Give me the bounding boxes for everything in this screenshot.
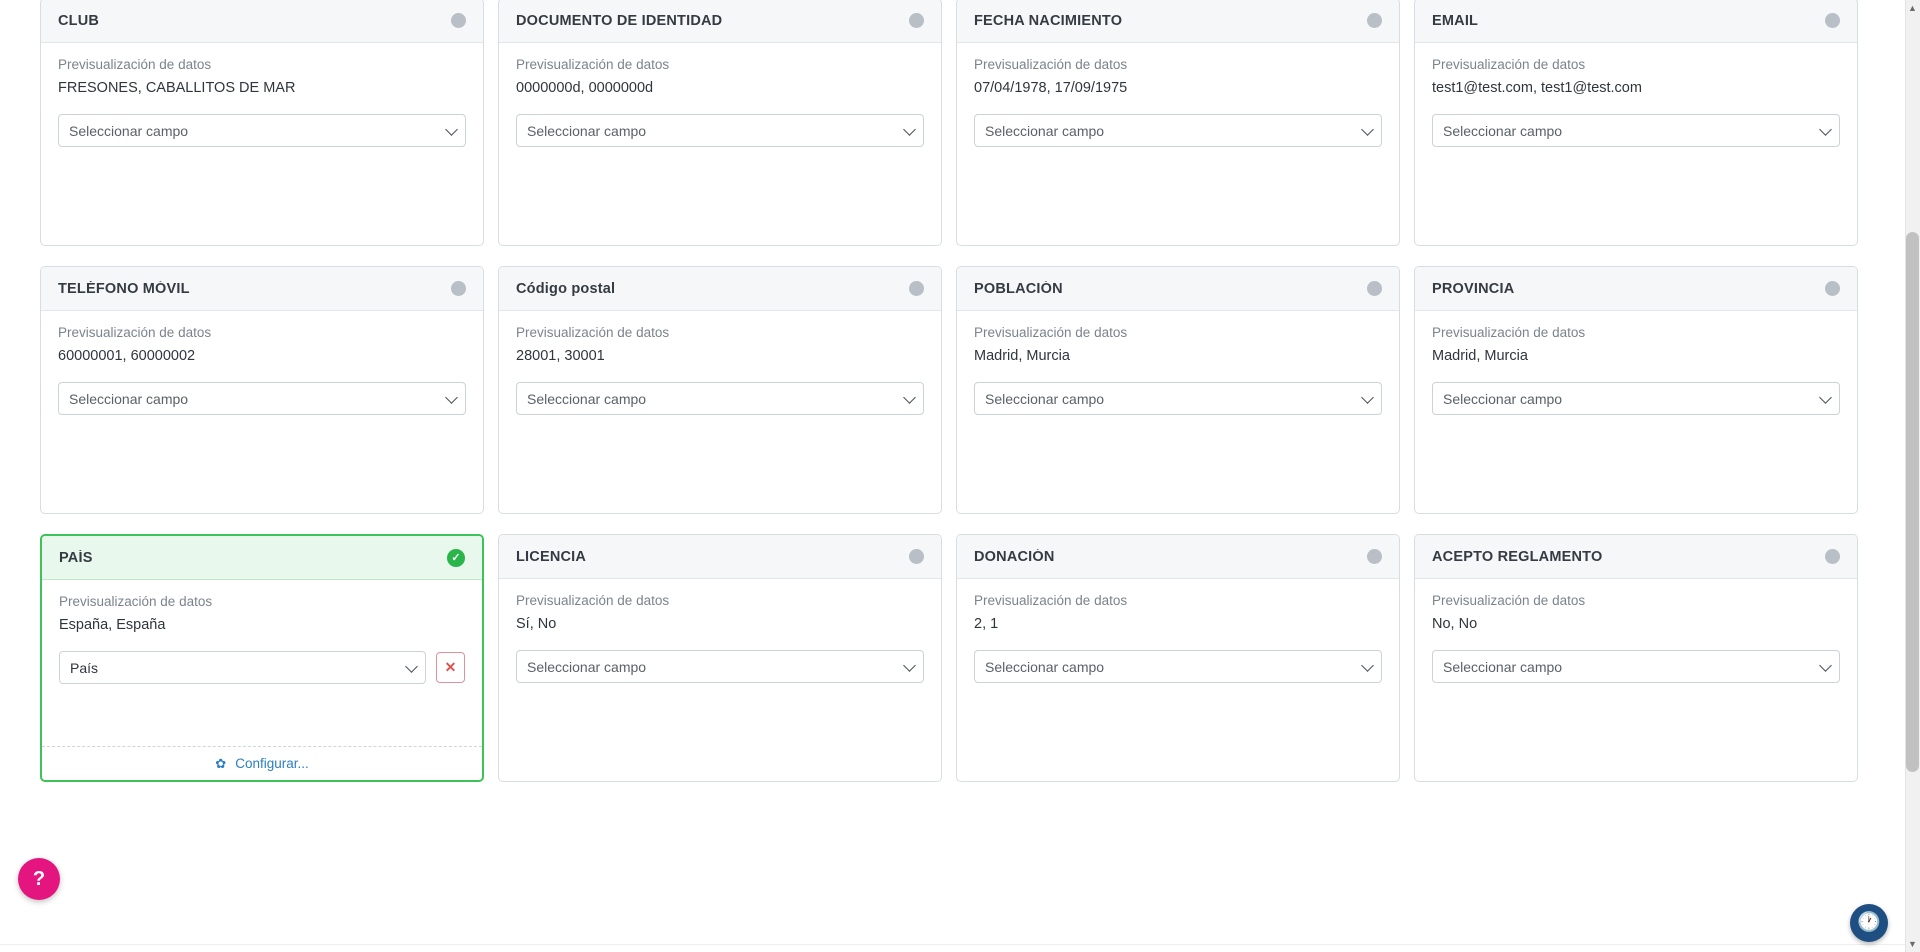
field-select[interactable] [58,382,466,415]
select-row [974,382,1382,415]
card-body [499,579,941,781]
chevron-down-icon [1819,659,1832,672]
card-header [499,0,941,43]
card-title: DOCUMENTO DE IDENTIDAD [516,12,723,29]
field-card-licencia[interactable] [498,534,942,782]
preview-label: Previsualización de datos [1432,57,1586,72]
card-header [1415,535,1857,579]
page-bottom-edge [0,944,1905,952]
field-select-value: Seleccionar campo [69,390,189,407]
select-row [516,114,924,147]
card-title: LICENCIA [516,548,587,565]
field-select[interactable] [516,382,924,415]
field-select-value: Seleccionar campo [527,658,647,675]
field-select[interactable] [1432,114,1840,147]
card-body [499,311,941,513]
preview-label: Previsualización de datos [974,325,1128,340]
field-select[interactable] [58,114,466,147]
preview-label: Previsualización de datos [516,593,670,608]
chevron-down-icon [1819,123,1832,136]
scroll-up-icon[interactable]: ▲ [1908,3,1917,13]
card-body [499,43,941,245]
card-body [957,311,1399,513]
card-body [42,580,482,746]
chevron-down-icon [903,123,916,136]
select-row [58,382,466,415]
field-card-poblacion[interactable] [956,266,1400,514]
card-title: PROVINCIA [1432,280,1515,297]
field-select[interactable] [59,651,426,684]
preview-label: Previsualización de datos [974,593,1128,608]
field-select-value: Seleccionar campo [985,390,1105,407]
preview-value: No, No [1432,616,1478,632]
field-select-value: Seleccionar campo [985,658,1105,675]
clear-selection-button[interactable]: ✕ [436,652,465,683]
status-dot-icon [1825,549,1840,564]
status-dot-icon [451,281,466,296]
field-card-pais[interactable] [40,534,484,782]
clock-icon[interactable]: 🕐 [1850,904,1888,942]
card-title: POBLACIÓN [974,280,1063,297]
field-select-value: Seleccionar campo [1443,390,1563,407]
chevron-down-icon [903,659,916,672]
card-header [499,535,941,579]
field-select[interactable] [974,382,1382,415]
field-cards-grid [40,0,1870,802]
select-row [58,114,466,147]
status-dot-icon [909,549,924,564]
select-row [1432,114,1840,147]
status-dot-icon [451,13,466,28]
preview-label: Previsualización de datos [974,57,1128,72]
field-card-club[interactable] [40,0,484,246]
preview-value: 2, 1 [974,616,999,632]
chevron-down-icon [1361,659,1374,672]
preview-value: FRESONES, CABALLITOS DE MAR [58,80,296,96]
card-body [41,43,483,245]
preview-value: test1@test.com, test1@test.com [1432,80,1642,96]
status-dot-icon [909,281,924,296]
field-card-codigo-postal[interactable] [498,266,942,514]
card-body [1415,311,1857,513]
field-card-provincia[interactable] [1414,266,1858,514]
field-card-acepto-reglamento[interactable] [1414,534,1858,782]
card-header [957,267,1399,311]
preview-value: 28001, 30001 [516,348,605,364]
configure-button[interactable] [42,746,482,780]
field-select[interactable] [974,114,1382,147]
preview-value: 07/04/1978, 17/09/1975 [974,80,1128,96]
status-dot-icon [909,13,924,28]
status-dot-icon [1367,13,1382,28]
select-row [516,650,924,683]
card-header [41,267,483,311]
card-title: EMAIL [1432,12,1479,29]
preview-value: Madrid, Murcia [974,348,1070,364]
card-body [957,43,1399,245]
field-card-donacion[interactable] [956,534,1400,782]
field-select[interactable] [516,114,924,147]
field-select-value: Seleccionar campo [1443,122,1563,139]
field-select[interactable] [974,650,1382,683]
field-select[interactable] [1432,650,1840,683]
card-title: PAÍS [59,549,93,566]
card-header [42,536,482,580]
card-header [957,535,1399,579]
preview-value: España, España [59,617,166,633]
check-circle-icon: ✓ [447,549,465,567]
preview-label: Previsualización de datos [1432,593,1586,608]
field-select-value: País [70,659,99,676]
field-select[interactable] [1432,382,1840,415]
preview-value: Madrid, Murcia [1432,348,1528,364]
card-header [1415,267,1857,311]
field-card-telefono-movil[interactable] [40,266,484,514]
select-row [1432,650,1840,683]
field-select-value: Seleccionar campo [527,122,647,139]
card-row [40,534,1870,782]
card-body [1415,579,1857,781]
scrollbar-thumb[interactable] [1906,232,1919,772]
card-title: CLUB [58,12,100,29]
card-title: DONACIÓN [974,548,1055,565]
field-card-documento-de-identidad[interactable] [498,0,942,246]
card-body [957,579,1399,781]
preview-label: Previsualización de datos [516,325,670,340]
configure-label: Configurar... [235,756,309,771]
card-row [40,266,1870,514]
vertical-scrollbar[interactable] [1905,0,1920,952]
preview-label: Previsualización de datos [58,57,212,72]
chevron-down-icon [445,391,458,404]
preview-value: 0000000d, 0000000d [516,80,654,96]
scroll-down-icon[interactable]: ▼ [1908,939,1917,949]
status-dot-icon [1825,281,1840,296]
card-body [1415,43,1857,245]
preview-value: Sí, No [516,616,557,632]
select-row [1432,382,1840,415]
chevron-down-icon [1361,123,1374,136]
card-body [41,311,483,513]
field-select-value: Seleccionar campo [69,122,189,139]
preview-label: Previsualización de datos [1432,325,1586,340]
select-row [59,651,465,684]
card-title: FECHA NACIMIENTO [974,12,1123,29]
chevron-down-icon [405,660,418,673]
preview-label: Previsualización de datos [58,325,212,340]
card-header [1415,0,1857,43]
field-card-email[interactable] [1414,0,1858,246]
status-dot-icon [1367,549,1382,564]
card-title: Código postal [516,280,616,297]
card-header [957,0,1399,43]
field-select-value: Seleccionar campo [527,390,647,407]
field-select-value: Seleccionar campo [985,122,1105,139]
preview-value: 60000001, 60000002 [58,348,196,364]
field-card-fecha-nacimiento[interactable] [956,0,1400,246]
gear-icon: ✿ [215,756,227,771]
preview-label: Previsualización de datos [59,594,213,609]
help-button[interactable]: ? [18,858,60,900]
card-header [499,267,941,311]
status-dot-icon [1825,13,1840,28]
select-row [974,114,1382,147]
chevron-down-icon [445,123,458,136]
chevron-down-icon [1819,391,1832,404]
card-row [40,0,1870,246]
field-select[interactable] [516,650,924,683]
select-row [974,650,1382,683]
select-row [516,382,924,415]
card-title: TELÉFONO MÓVIL [58,280,190,297]
card-header [41,0,483,43]
preview-label: Previsualización de datos [516,57,670,72]
card-title: ACEPTO REGLAMENTO [1432,548,1603,565]
field-select-value: Seleccionar campo [1443,658,1563,675]
chevron-down-icon [1361,391,1374,404]
chevron-down-icon [903,391,916,404]
status-dot-icon [1367,281,1382,296]
